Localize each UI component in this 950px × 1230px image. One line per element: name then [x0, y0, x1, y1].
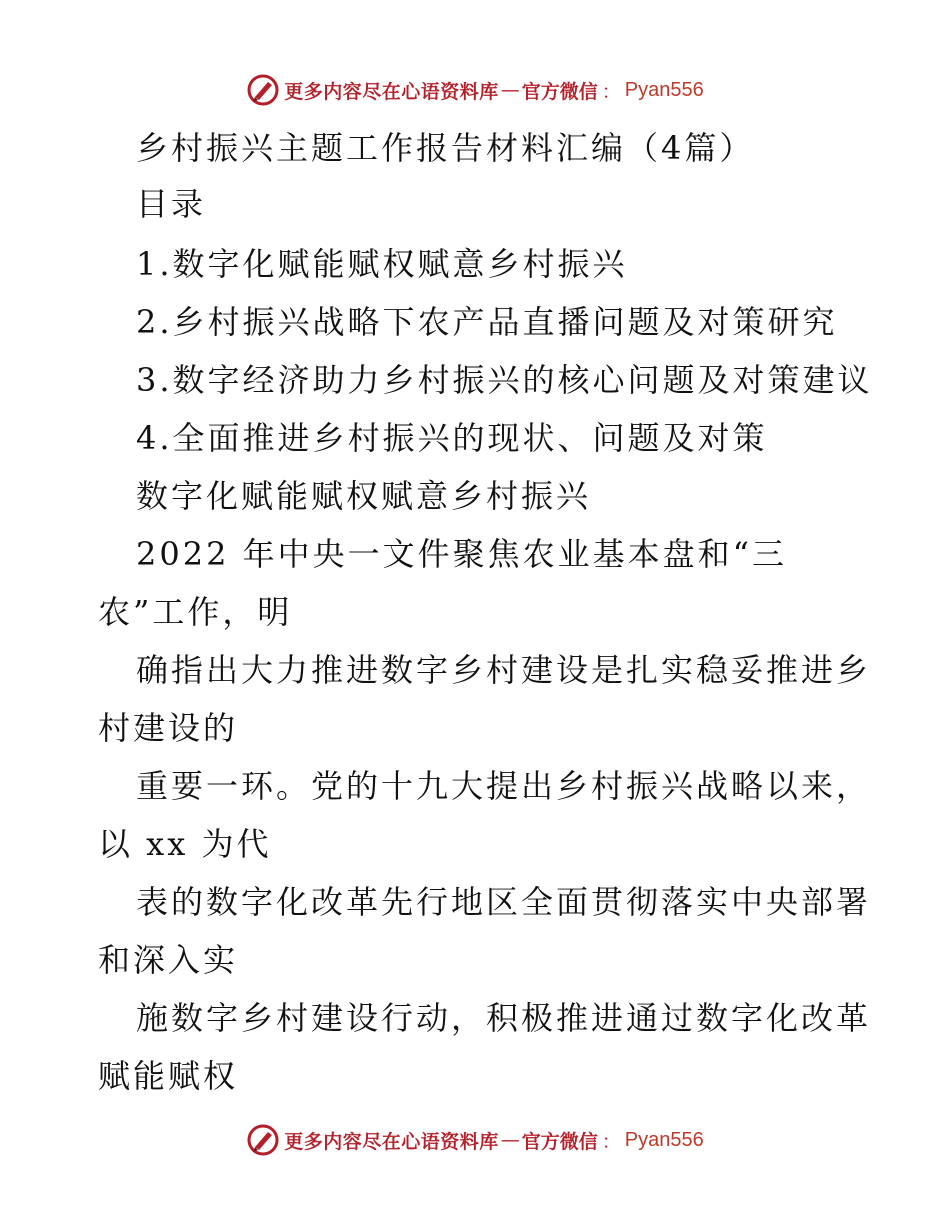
wechat-id: Pyan556	[624, 78, 704, 101]
body-line: 重要一环。党的十九大提出乡村振兴战略以来，	[136, 767, 872, 805]
body-line: 确指出大力推进数字乡村建设是扎实稳妥推进乡	[136, 651, 872, 689]
banner-dash: —	[500, 1129, 520, 1151]
body-line: 表的数字化改革先行地区全面贯彻落实中央部署	[136, 883, 872, 921]
body-line: 以 xx 为代	[98, 825, 272, 863]
body-line: 村建设的	[98, 709, 239, 747]
body-line: 农”工作，明	[98, 593, 293, 631]
body-line: 2022 年中央一文件聚焦农业基本盘和“三	[136, 535, 787, 573]
body-line: 赋能赋权	[98, 1057, 239, 1095]
footer-banner	[0, 1120, 950, 1160]
body-line: 和深入实	[98, 941, 239, 979]
toc-heading: 目录	[136, 185, 207, 223]
toc-item-4: 4.全面推进乡村振兴的现状、问题及对策	[136, 419, 768, 457]
banner-text: 更多内容尽在心语资料库	[284, 1130, 499, 1153]
banner-colon: ：	[601, 1130, 621, 1153]
wechat-label: 官方微信	[521, 80, 598, 103]
banner-text: 更多内容尽在心语资料库	[284, 80, 499, 103]
wechat-id: Pyan556	[624, 1128, 704, 1151]
pen-logo-icon	[246, 1123, 280, 1157]
toc-item-1: 1.数字化赋能赋权赋意乡村振兴	[136, 245, 628, 283]
header-banner	[0, 70, 950, 110]
toc-item-2: 2.乡村振兴战略下农产品直播问题及对策研究	[136, 303, 838, 341]
toc-item-3: 3.数字经济助力乡村振兴的核心问题及对策建议	[136, 361, 873, 399]
section-title: 数字化赋能赋权赋意乡村振兴	[136, 477, 592, 515]
banner-colon: ：	[601, 80, 621, 103]
document-title: 乡村振兴主题工作报告材料汇编（4篇）	[136, 129, 755, 167]
wechat-label: 官方微信	[521, 1130, 598, 1153]
pen-logo-icon	[246, 73, 280, 107]
body-line: 施数字乡村建设行动，积极推进通过数字化改革	[136, 999, 872, 1037]
banner-dash: —	[500, 79, 520, 101]
